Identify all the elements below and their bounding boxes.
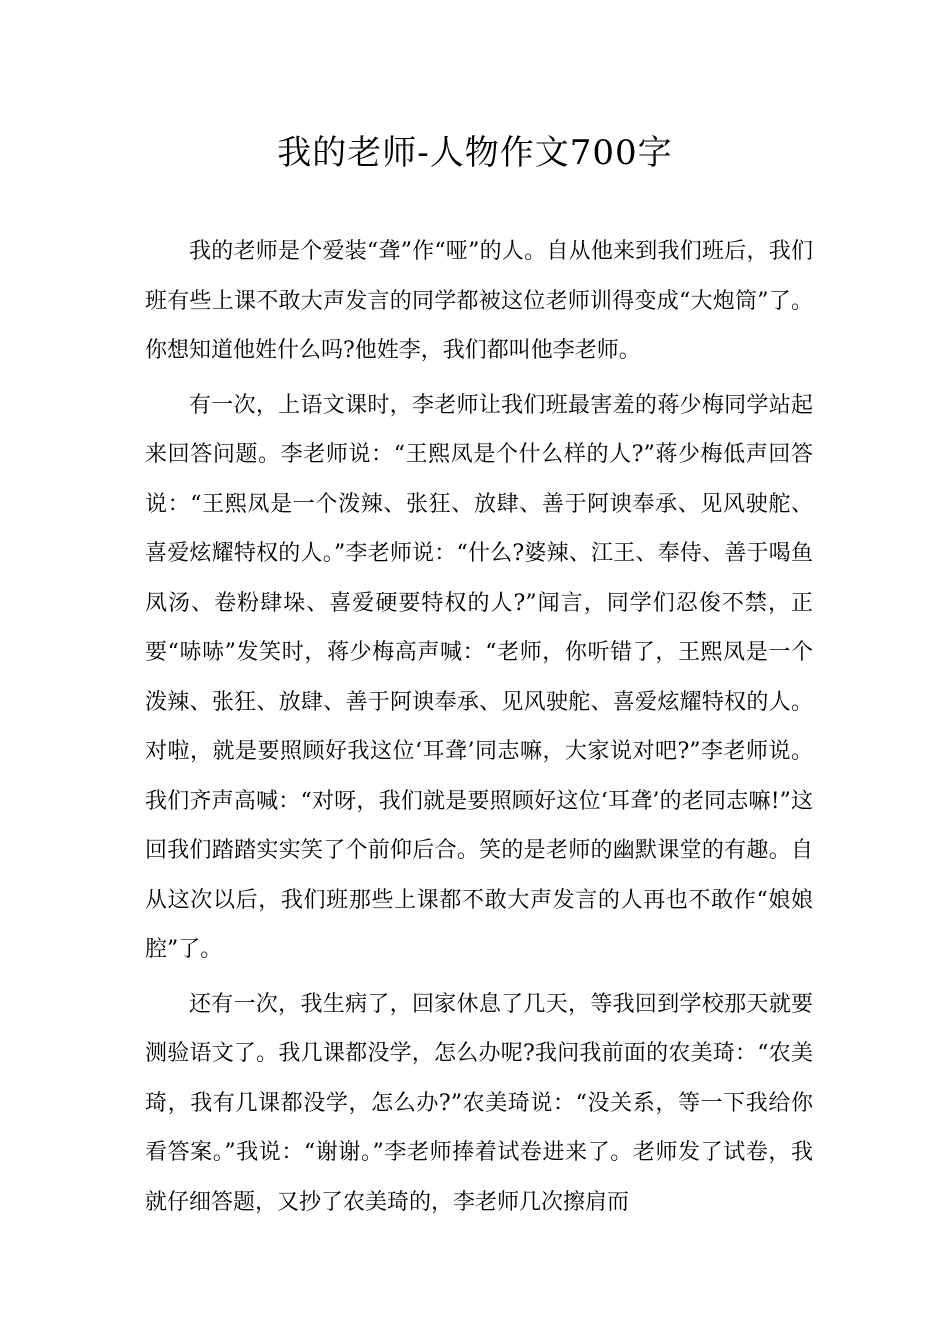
paragraph-1: 我的老师是个爱装“聋”作“哑”的人。自从他来到我们班后，我们班有些上课不敢大声发言的同学都被这位老师训得变成“大炮筒”了。你想知道他姓什么吗?他姓李，我们都叫他李老师。 [145,239,813,363]
paragraph-3: 还有一次，我生病了，回家休息了几天，等我回到学校那天就要测验语文了。我几课都没学，怎么办呢?我问我前面的农美琦：“农美琦，我有几课都没学，怎么办?”农美琦说：“没关系，等一下我给你看答案。”我说：“谢谢。”李老师捧着试卷进来了。老师发了试卷，我就仔细答题，又抄了农美琦的，李老师几次擦肩而 [145,991,813,1215]
document-title: 我的老师-人物作文700字 [277,133,673,173]
document-body [145,227,813,1232]
paragraph-2: 有一次，上语文课时，李老师让我们班最害羞的蒋少梅同学站起来回答问题。李老师说：“王熙凤是个什么样的人?”蒋少梅低声回答说：“王熙凤是一个泼辣、张狂、放肆、善于阿谀奉承、见风驶舵、喜爱炫耀特权的人。”李老师说：“什么?婆辣、江王、奉侍、善于喝鱼凤汤、卷粉肆垛、喜爱硬要特权的人?”闻言，同学们忍俊不禁，正要“哧哧”发笑时，蒋少梅高声喊：“老师，你听错了，王熙凤是一个泼辣、张狂、放肆、善于阿谀奉承、见风驶舵、喜爱炫耀特权的人。对啦，就是要照顾好我这位‘耳聋’同志嘛，大家说对吧?”李老师说。我们齐声高喊：“对呀，我们就是要照顾好这位‘耳聋’的老同志嘛!”这回我们踏踏实实笑了个前仰后合。笑的是老师的幽默课堂的有趣。自从这次以后，我们班那些上课都不敢大声发言的人再也不敢作“娘娘腔”了。 [145,392,813,962]
